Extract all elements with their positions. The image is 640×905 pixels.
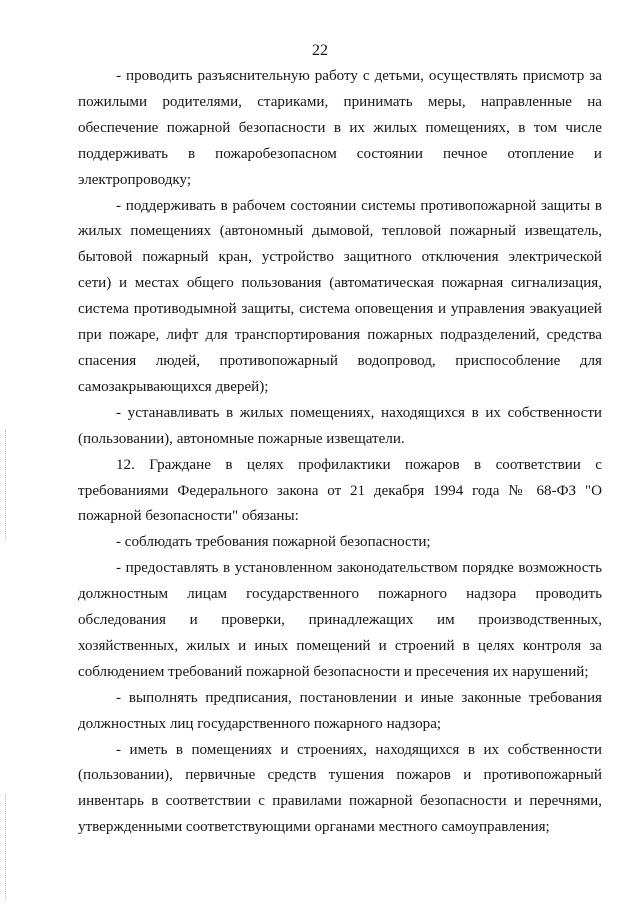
scan-edge-line [5,795,6,900]
paragraph-provide-inspection: - предоставлять в установленном законодательством порядке возможность должностным лицам государственного пожарного надзора проводить обследования и проверки, принадлежащих им производственных, хозяйственных, жилых и иных помещений и строений в целях контроля за соблюдением требований пожарной безопасности и пресечения их нарушений; [78,560,602,680]
paragraph-comply-requirements: - соблюдать требования пожарной безопасности; [116,534,431,551]
paragraph-supervise-elderly: - проводить разъяснительную работу с детьми, осуществлять присмотр за пожилыми родителями, стариками, принимать меры, направленные на обеспечение пожарной безопасности в их жилых помещениях, в том числе поддерживать в пожаробезопасном состоянии печное отопление и электропроводку; [78,68,602,188]
paragraph-fire-protection-systems: - поддерживать в рабочем состоянии системы противопожарной защиты в жилых помещениях (автономный дымовой, тепловой пожарный извещатель, бытовой пожарный кран, устройство защитного отключения электрической сети) и местах общего пользования (автоматическая пожарная сигнализация, система противодымной защиты, система оповещения и управления эвакуацией при пожаре, лифт для транспортирования пожарных подразделений, средства спасения людей, противопожарный водопровод, приспособление для самозакрывающихся дверей); [78,197,602,395]
page-number: 22 [312,42,328,59]
paragraph-fulfill-orders: - выполнять предписания, постановлении и иные законные требования должностных лиц государственного пожарного надзора; [78,689,602,732]
scan-edge-line [5,430,6,540]
paragraph-section-12: 12. Граждане в целях профилактики пожаров в соответствии с требованиями Федерального закона от 21 декабря 1994 года № 68-ФЗ "О пожарной безопасности" обязаны: [78,456,602,525]
document-body [78,64,602,841]
paragraph-install-detectors: - устанавливать в жилых помещениях, находящихся в их собственности (пользовании), автономные пожарные извещатели. [78,404,602,447]
paragraph-primary-equipment: - иметь в помещениях и строениях, находящихся в их собственности (пользовании), первичные средств тушения пожаров и противопожарный инвентарь в соответствии с правилами пожарной безопасности и перечнями, утвержденными соответствующими органами местного самоуправления; [78,741,602,836]
